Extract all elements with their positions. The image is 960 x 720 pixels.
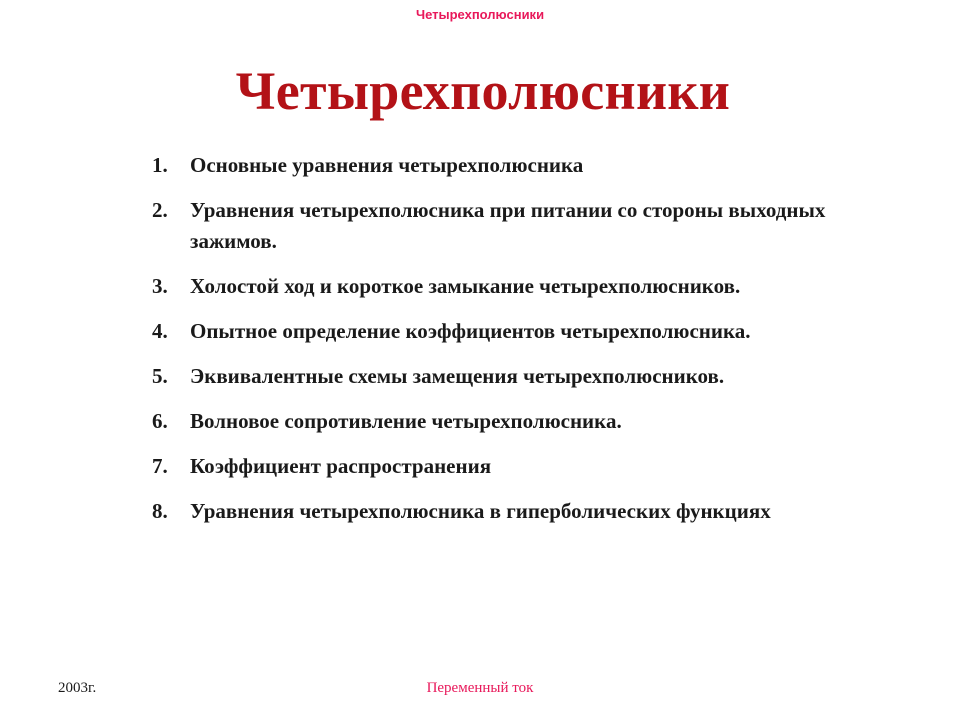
page-title: Четырехполюсники	[235, 61, 731, 121]
list-item-number: 4.	[152, 319, 168, 343]
list-item-text: Уравнения четырехполюсника в гиперболических функциях	[190, 499, 771, 523]
list-item	[152, 406, 892, 437]
footer-year: 2003г.	[58, 680, 97, 696]
list-item	[152, 150, 892, 181]
list-item-text: Эквивалентные схемы замещения четырехполюсников.	[190, 364, 725, 388]
list-item	[152, 496, 892, 527]
list-item	[152, 451, 892, 482]
list-item	[152, 195, 892, 257]
list-item	[152, 271, 892, 302]
list-item-number: 6.	[152, 409, 168, 433]
list-item-text: Опытное определение коэффициентов четырехполюсника.	[190, 319, 751, 343]
list-item	[152, 361, 892, 392]
list-item-number: 2.	[152, 198, 168, 222]
list-item-number: 7.	[152, 454, 168, 478]
list-item-number: 5.	[152, 364, 168, 388]
list-item-number: 3.	[152, 274, 168, 298]
header-title: Четырехполюсники	[415, 7, 545, 22]
footer-course: Переменный ток	[426, 680, 534, 696]
list-item-text: Холостой ход и короткое замыкание четырехполюсников.	[190, 274, 741, 298]
topic-list	[152, 150, 892, 541]
list-item-text: Волновое сопротивление четырехполюсника.	[190, 409, 622, 433]
list-item	[152, 316, 892, 347]
list-item-text: Уравнения четырехполюсника при питании со стороны выходных зажимов.	[190, 198, 826, 253]
list-item-text: Коэффициент распространения	[190, 454, 492, 478]
list-item-number: 8.	[152, 499, 168, 523]
list-item-text: Основные уравнения четырехполюсника	[190, 153, 584, 177]
list-item-number: 1.	[152, 153, 168, 177]
